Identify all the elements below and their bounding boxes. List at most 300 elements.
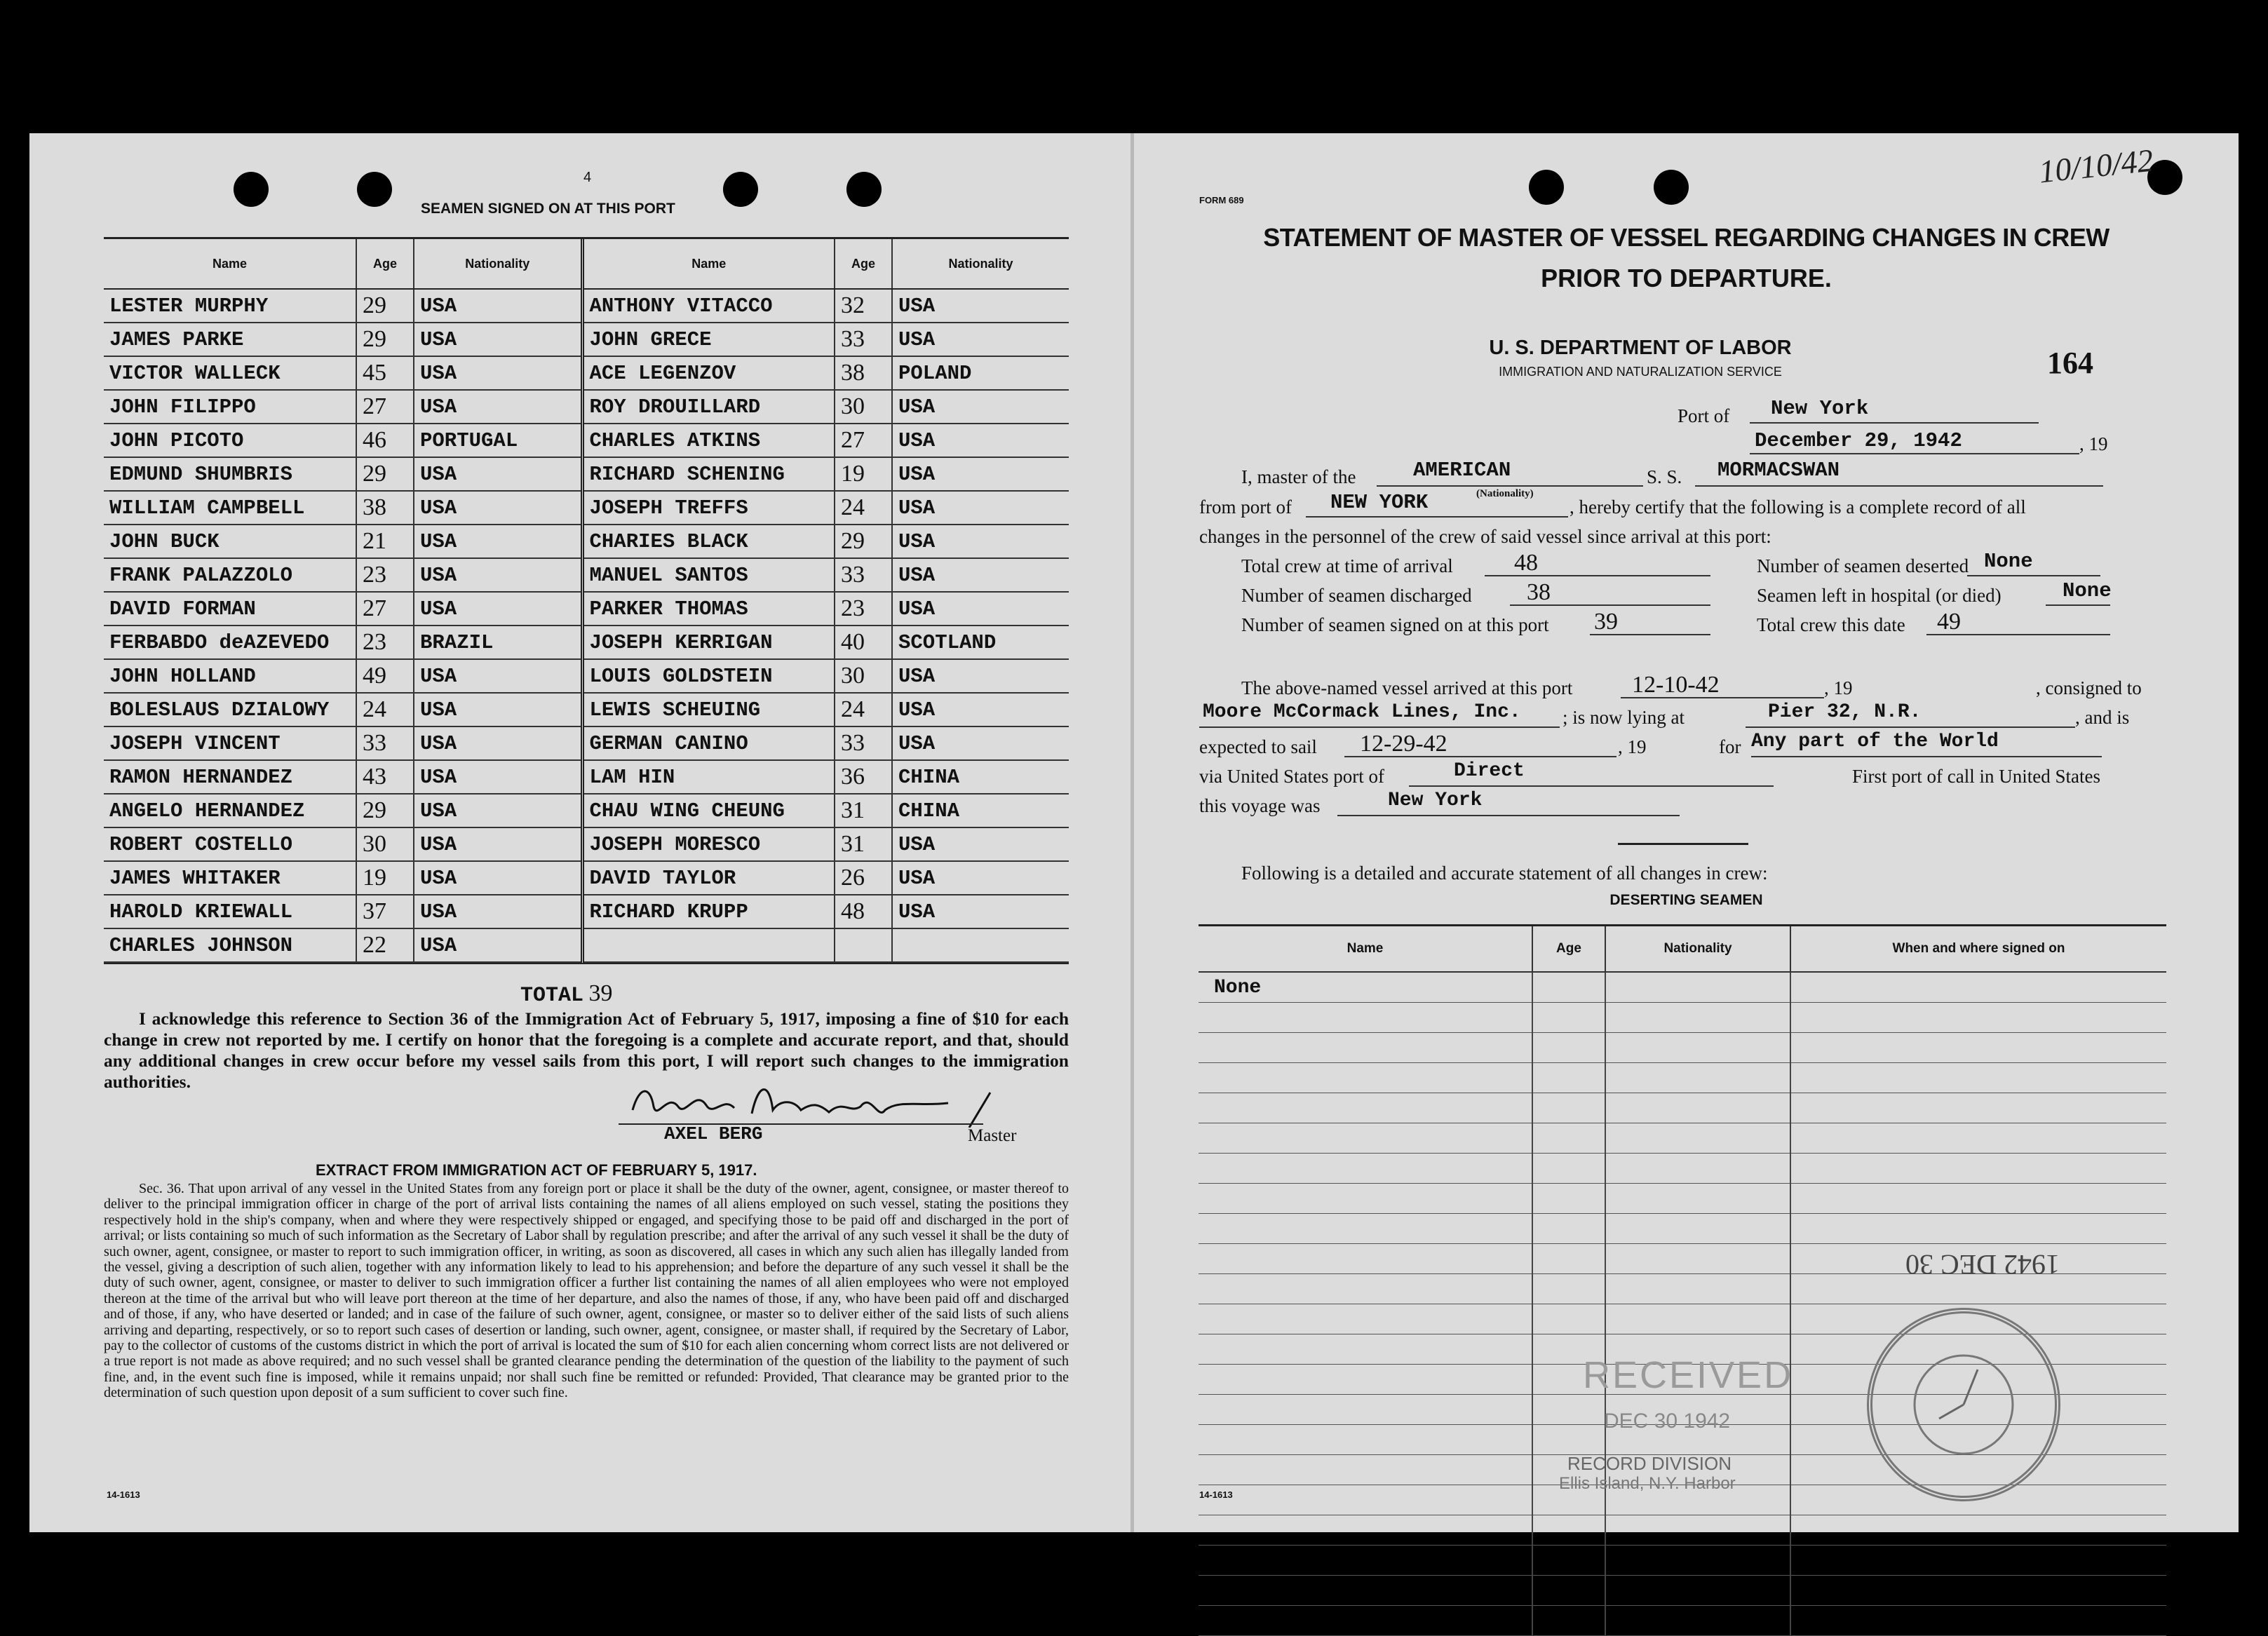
nationality-value: AMERICAN — [1413, 459, 1511, 482]
deserting-cell — [1532, 1304, 1605, 1334]
seaman-nationality: USA — [892, 659, 1069, 693]
deserting-table-row — [1199, 1214, 2166, 1244]
deserting-table-row — [1199, 1003, 2166, 1033]
deserting-cell — [1199, 1184, 1532, 1214]
ellis-island: Ellis Island, N.Y. Harbor — [1559, 1474, 1736, 1493]
deserting-cell — [1532, 1395, 1605, 1425]
deserting-cell — [1199, 1274, 1532, 1304]
seaman-nationality: USA — [414, 693, 582, 726]
deserting-cell — [1532, 1576, 1605, 1606]
seaman-age: 33 — [835, 323, 892, 356]
ss-label: S. S. — [1647, 466, 1682, 487]
received-date: DEC 30 1942 — [1604, 1409, 1731, 1433]
acknowledgement-text: I acknowledge this reference to Section 36 of the Immigration Act of February 5, 1917, imposing a fine of $10 for each change in crew not reported by me. I certify on honor that the foregoing is a complete and accurate report, and that, should any additional changes in crew occur before my vessel sails from this port, I will report such changes to the immigration authorities. — [104, 1008, 1069, 1092]
deserting-cell — [1790, 1515, 2166, 1546]
deserting-cell — [1532, 1093, 1605, 1123]
deserting-cell — [1790, 1576, 2166, 1606]
certify-text: , hereby certify that the following is a complete record of all — [1570, 496, 2026, 518]
seaman-name: ROY DROUILLARD — [582, 390, 835, 424]
left-page — [29, 133, 1134, 1532]
service: IMMIGRATION AND NATURALIZATION SERVICE — [1499, 365, 1782, 379]
column-header: Nationality — [892, 239, 1069, 289]
seaman-nationality: USA — [892, 592, 1069, 626]
deserting-cell — [1199, 1123, 1532, 1154]
punch-hole — [846, 172, 882, 207]
deserting-cell — [1532, 1154, 1605, 1184]
total-value: 39 — [588, 980, 613, 1006]
seaman-age: 30 — [356, 827, 414, 861]
seaman-nationality: USA — [414, 659, 582, 693]
total-crew-date-label: Total crew this date — [1757, 614, 1905, 635]
deserting-cell — [1790, 1606, 2166, 1636]
seaman-nationality: BRAZIL — [414, 626, 582, 659]
seaman-age: 36 — [835, 760, 892, 794]
seaman-age: 49 — [356, 659, 414, 693]
deserting-cell — [1532, 972, 1605, 1003]
seaman-nationality: CHINA — [892, 794, 1069, 827]
seaman-name: FERBABDO deAZEVEDO — [104, 626, 356, 659]
seaman-nationality: USA — [414, 592, 582, 626]
seaman-age: 40 — [835, 626, 892, 659]
seaman-name: RICHARD KRUPP — [582, 895, 835, 928]
deserting-cell — [1199, 1546, 1532, 1576]
first-port-label: First port of call in United States — [1852, 766, 2100, 787]
deserting-cell — [1532, 1003, 1605, 1033]
deserting-cell — [1605, 1033, 1790, 1063]
deserting-table-row — [1199, 1515, 2166, 1546]
deserting-cell — [1532, 1244, 1605, 1274]
deserting-table-row — [1199, 1184, 2166, 1214]
seaman-age: 23 — [356, 558, 414, 592]
seaman-nationality: USA — [414, 390, 582, 424]
form-title-line2: PRIOR TO DEPARTURE. — [1541, 264, 1832, 292]
seaman-name: JOSEPH KERRIGAN — [582, 626, 835, 659]
seaman-age: 38 — [835, 356, 892, 390]
deserting-cell — [1532, 1425, 1605, 1455]
date-value: December 29, 1942 — [1755, 429, 1962, 452]
ship-name: MORMACSWAN — [1717, 459, 1840, 482]
deserting-cell — [1605, 1093, 1790, 1123]
seaman-name: JOSEPH MORESCO — [582, 827, 835, 861]
signed-on-value: 39 — [1594, 609, 1618, 635]
deserting-cell — [1199, 1033, 1532, 1063]
seaman-name: RICHARD SCHENING — [582, 457, 835, 491]
arrived-label: The above-named vessel arrived at this port — [1241, 677, 1573, 698]
seaman-name: RAMON HERNANDEZ — [104, 760, 356, 794]
seaman-age: 48 — [835, 895, 892, 928]
crew-table-row — [104, 491, 1069, 525]
deserting-table-row — [1199, 1606, 2166, 1636]
master-signature — [619, 1079, 997, 1121]
form-code: 14-1613 — [107, 1489, 140, 1500]
seaman-name: LESTER MURPHY — [104, 289, 356, 323]
deserting-cell — [1605, 1063, 1790, 1093]
seaman-name: ACE LEGENZOV — [582, 356, 835, 390]
punch-hole — [1654, 170, 1689, 205]
deserting-cell — [1199, 1063, 1532, 1093]
signed-on-label: Number of seamen signed on at this port — [1241, 614, 1549, 635]
stamp-number: 164 — [2047, 346, 2093, 380]
nationality-caption: (Nationality) — [1476, 488, 1534, 499]
seaman-name: MANUEL SANTOS — [582, 558, 835, 592]
deserting-cell — [1605, 1123, 1790, 1154]
discharged-label: Number of seamen discharged — [1241, 585, 1472, 606]
seaman-nationality: USA — [414, 457, 582, 491]
seaman-age: 22 — [356, 928, 414, 962]
deserting-table-row — [1199, 1154, 2166, 1184]
crew-table-row — [104, 726, 1069, 760]
deserting-cell — [1790, 1123, 2166, 1154]
seaman-nationality: USA — [892, 861, 1069, 895]
seaman-name — [582, 928, 835, 962]
lying-value: Pier 32, N.R. — [1768, 701, 1922, 723]
port-label: Port of — [1678, 405, 1730, 426]
seaman-name: JOHN FILIPPO — [104, 390, 356, 424]
seaman-age: 29 — [356, 323, 414, 356]
deserting-cell — [1605, 1304, 1790, 1334]
via-value: Direct — [1454, 760, 1525, 782]
deserting-table-header — [1199, 926, 2166, 972]
seaman-name: VICTOR WALLECK — [104, 356, 356, 390]
seaman-nationality: USA — [892, 726, 1069, 760]
record-division: RECORD DIVISION — [1567, 1453, 1732, 1474]
deserting-cell — [1790, 1184, 2166, 1214]
seaman-name: CHARIES BLACK — [582, 525, 835, 558]
column-header: Age — [1532, 926, 1605, 972]
seaman-age: 37 — [356, 895, 414, 928]
seaman-age: 30 — [835, 390, 892, 424]
seaman-name: JAMES PARKE — [104, 323, 356, 356]
column-header: Name — [104, 239, 356, 289]
deserted-value: None — [1984, 550, 2033, 573]
deserting-cell — [1199, 1003, 1532, 1033]
seaman-name: JOHN PICOTO — [104, 424, 356, 457]
seaman-age: 31 — [835, 794, 892, 827]
column-header: When and where signed on — [1790, 926, 2166, 972]
seaman-age: 43 — [356, 760, 414, 794]
master-of-label: I, master of the — [1241, 466, 1356, 487]
deserting-cell — [1605, 1184, 1790, 1214]
seaman-nationality: USA — [892, 457, 1069, 491]
deserting-cell — [1199, 1093, 1532, 1123]
crew-table-row — [104, 794, 1069, 827]
deserting-cell — [1199, 1515, 1532, 1546]
certify-text2: changes in the personnel of the crew of said vessel since arrival at this port: — [1199, 526, 1771, 547]
deserting-cell — [1199, 1425, 1532, 1455]
extract-text: Sec. 36. That upon arrival of any vessel in the United States from any foreign port or place it shall be the duty of the owner, agent, consignee, or master thereof to deliver to the principal immigration officer in charge of the port of arrival lists containing the names of all aliens employed on such vessel, stating the positions they respectively hold in the ship's company, when and where they were respectively shipped or engaged, and specifying those to be paid off and discharged in the port of arrival; or lists containing so much of such information as the Secretary of Labor shall by regulation prescribe; and after the arrival of any such vessel it shall be the duty of such owner, agent, consignee, or master to report to such immigration officer, in writing, as soon as discovered, all cases in which any such alien has illegally landed from the vessel, giving a description of such alien, together with any information likely to lead to his apprehension; and before the departure of any such vessel it shall be the duty of such owner, agent, consignee, or master to deliver to such immigration officer a further list containing the names of all alien employees who were not employed thereon at the time of the arrival but who will leave port thereon at the time of her departure, and also the names of those, if any, who have been paid off and discharged and of those, if any, who have deserted or landed; and in case of the failure of such owner, agent, consignee, or master so to deliver either of the said lists of such aliens arriving and departing, respectively, or so to report such cases of desertion or landing, such owner, agent, consignee, or master shall, if required by the Secretary of Labor, pay to the collector of customs of the customs district in which the port of arrival is located the sum of $10 for each alien concerning whom correct lists are not delivered or a true report is not made as above required; and no such vessel shall be granted clearance pending the determination of the question of the liability to the payment of such fine, and, in the event such fine is imposed, while it remains unpaid; nor shall such fine be remitted or refunded: Provided, That clearance may be granted prior to the determination of such question upon deposit of a sum sufficient to cover such fine. — [104, 1181, 1069, 1401]
deserting-cell — [1532, 1214, 1605, 1244]
crew-table-row — [104, 659, 1069, 693]
via-label: via United States port of — [1199, 766, 1384, 787]
seaman-nationality: USA — [414, 928, 582, 962]
crew-table-row — [104, 928, 1069, 962]
seaman-name: CHAU WING CHEUNG — [582, 794, 835, 827]
seaman-age: 33 — [835, 558, 892, 592]
seaman-name: DAVID TAYLOR — [582, 861, 835, 895]
column-header: Name — [582, 239, 835, 289]
seaman-nationality: USA — [892, 390, 1069, 424]
circular-seal — [1867, 1308, 2060, 1501]
deserting-table-row — [1199, 1123, 2166, 1154]
seaman-name: HAROLD KRIEWALL — [104, 895, 356, 928]
seaman-age: 24 — [835, 693, 892, 726]
deserting-cell — [1605, 972, 1790, 1003]
seaman-age: 33 — [356, 726, 414, 760]
received-stamp: RECEIVED — [1583, 1354, 1794, 1396]
deserting-cell — [1790, 1214, 2166, 1244]
sail-label: expected to sail — [1199, 736, 1317, 757]
for-label: for — [1719, 736, 1741, 757]
crew-table-row — [104, 390, 1069, 424]
form-title-line1: STATEMENT OF MASTER OF VESSEL REGARDING CHANGES IN CREW — [1263, 223, 2110, 252]
seaman-nationality: USA — [892, 827, 1069, 861]
from-port-value: NEW YORK — [1330, 491, 1429, 514]
crew-table-row — [104, 626, 1069, 659]
seaman-nationality — [892, 928, 1069, 962]
and-is-label: , and is — [2075, 707, 2130, 728]
deserting-cell — [1605, 1154, 1790, 1184]
seaman-nationality: USA — [892, 558, 1069, 592]
crew-table-row — [104, 592, 1069, 626]
seaman-nationality: USA — [414, 491, 582, 525]
total-crew-date-value: 49 — [1937, 609, 1961, 635]
port-value: New York — [1771, 397, 1869, 420]
column-header: Age — [356, 239, 414, 289]
extract-heading: EXTRACT FROM IMMIGRATION ACT OF FEBRUARY 5, 1917. — [316, 1161, 757, 1179]
deserting-table-row — [1199, 1093, 2166, 1123]
deserting-cell — [1790, 1093, 2166, 1123]
deserting-heading: DESERTING SEAMEN — [1609, 892, 1763, 908]
seaman-nationality: USA — [414, 289, 582, 323]
seaman-age: 19 — [356, 861, 414, 895]
seaman-age — [835, 928, 892, 962]
punch-hole — [723, 172, 758, 207]
deserting-cell — [1532, 1546, 1605, 1576]
seaman-nationality: POLAND — [892, 356, 1069, 390]
seaman-nationality: USA — [414, 827, 582, 861]
seaman-nationality: USA — [892, 491, 1069, 525]
crew-table-row — [104, 323, 1069, 356]
form-number: FORM 689 — [1199, 195, 1244, 205]
hospital-value: None — [2063, 579, 2112, 602]
punch-hole — [234, 172, 269, 207]
crew-table-row — [104, 356, 1069, 390]
crew-table-row — [104, 827, 1069, 861]
seaman-age: 46 — [356, 424, 414, 457]
crew-table-row — [104, 760, 1069, 794]
seaman-nationality: USA — [892, 525, 1069, 558]
seaman-age: 29 — [835, 525, 892, 558]
seaman-age: 29 — [356, 457, 414, 491]
seaman-age: 27 — [356, 592, 414, 626]
seaman-name: JOSEPH VINCENT — [104, 726, 356, 760]
total-row — [520, 980, 613, 1008]
deserting-cell — [1790, 1003, 2166, 1033]
deserting-table-row — [1199, 1033, 2166, 1063]
seaman-name: PARKER THOMAS — [582, 592, 835, 626]
crew-table-row — [104, 895, 1069, 928]
deserting-cell — [1605, 1003, 1790, 1033]
seaman-nationality: USA — [892, 289, 1069, 323]
right-page — [1134, 133, 2239, 1532]
deserting-cell — [1199, 1395, 1532, 1425]
seaman-nationality: CHINA — [892, 760, 1069, 794]
seaman-name: DAVID FORMAN — [104, 592, 356, 626]
seaman-name: WILLIAM CAMPBELL — [104, 491, 356, 525]
seaman-name: BOLESLAUS DZIALOWY — [104, 693, 356, 726]
seaman-name: JAMES WHITAKER — [104, 861, 356, 895]
deserting-cell — [1199, 1606, 1532, 1636]
deserting-cell — [1532, 1606, 1605, 1636]
deserting-cell — [1199, 1334, 1532, 1365]
seaman-nationality: USA — [414, 794, 582, 827]
seaman-nationality: USA — [414, 525, 582, 558]
seaman-age: 27 — [356, 390, 414, 424]
seaman-nationality: USA — [892, 323, 1069, 356]
seaman-nationality: PORTUGAL — [414, 424, 582, 457]
seaman-nationality: USA — [414, 323, 582, 356]
seaman-age: 45 — [356, 356, 414, 390]
deserting-cell: None — [1199, 972, 1532, 1003]
seaman-name: CHARLES ATKINS — [582, 424, 835, 457]
punch-hole — [1529, 170, 1564, 205]
crew-table-row — [104, 457, 1069, 491]
voyage-value: New York — [1388, 790, 1483, 811]
crew-table-header — [104, 239, 1069, 289]
lying-label: ; is now lying at — [1562, 707, 1685, 728]
deserting-cell — [1790, 1154, 2166, 1184]
seaman-age: 30 — [835, 659, 892, 693]
column-header: Age — [835, 239, 892, 289]
seaman-nationality: USA — [414, 558, 582, 592]
seaman-nationality: USA — [892, 895, 1069, 928]
page-number: 4 — [583, 170, 592, 185]
seaman-age: 29 — [356, 289, 414, 323]
deserting-cell — [1605, 1606, 1790, 1636]
seaman-nationality: USA — [414, 895, 582, 928]
voyage-label: this voyage was — [1199, 795, 1321, 816]
sail-suffix: , 19 — [1618, 736, 1647, 757]
seaman-name: CHARLES JOHNSON — [104, 928, 356, 962]
seaman-age: 26 — [835, 861, 892, 895]
deserting-cell — [1605, 1576, 1790, 1606]
seal-graphic — [1872, 1313, 2055, 1496]
seaman-age: 24 — [356, 693, 414, 726]
seaman-age: 23 — [356, 626, 414, 659]
seaman-name: ANTHONY VITACCO — [582, 289, 835, 323]
column-header: Nationality — [414, 239, 582, 289]
hospital-label: Seamen left in hospital (or died) — [1757, 585, 2002, 606]
seaman-age: 31 — [835, 827, 892, 861]
from-port-label: from port of — [1199, 496, 1292, 518]
deserting-cell — [1199, 1214, 1532, 1244]
following-text: Following is a detailed and accurate statement of all changes in crew: — [1241, 863, 1768, 884]
seaman-name: LEWIS SCHEUING — [582, 693, 835, 726]
seaman-age: 24 — [835, 491, 892, 525]
arrived-suffix: , 19 — [1824, 677, 1853, 698]
crew-table — [104, 237, 1069, 964]
master-label: Master — [968, 1126, 1017, 1145]
seaman-name: JOSEPH TREFFS — [582, 491, 835, 525]
seaman-age: 27 — [835, 424, 892, 457]
crew-table-row — [104, 861, 1069, 895]
deserting-cell — [1199, 1154, 1532, 1184]
deserting-cell — [1605, 1214, 1790, 1244]
deserting-cell — [1790, 972, 2166, 1003]
total-crew-arrival-label: Total crew at time of arrival — [1241, 555, 1453, 576]
deserting-cell — [1199, 1455, 1532, 1485]
seaman-age: 33 — [835, 726, 892, 760]
seaman-name: FRANK PALAZZOLO — [104, 558, 356, 592]
column-header: Nationality — [1605, 926, 1790, 972]
seaman-name: EDMUND SHUMBRIS — [104, 457, 356, 491]
handwritten-note: 10/10/42 — [2037, 142, 2155, 190]
deserting-cell — [1532, 1123, 1605, 1154]
crew-table-row — [104, 693, 1069, 726]
deserting-cell — [1605, 1546, 1790, 1576]
seaman-nationality: USA — [414, 356, 582, 390]
seaman-name: ROBERT COSTELLO — [104, 827, 356, 861]
seaman-age: 32 — [835, 289, 892, 323]
seaman-age: 29 — [356, 794, 414, 827]
seaman-nationality: SCOTLAND — [892, 626, 1069, 659]
crew-table-row — [104, 558, 1069, 592]
deserting-cell — [1532, 1184, 1605, 1214]
date-suffix: , 19 — [2079, 433, 2108, 454]
deserting-cell — [1790, 1546, 2166, 1576]
total-label: TOTAL — [520, 984, 584, 1008]
seaman-nationality: USA — [414, 861, 582, 895]
consigned-label: , consigned to — [2036, 677, 2142, 698]
deserting-cell — [1790, 1063, 2166, 1093]
deserted-label: Number of seamen deserted — [1757, 555, 1969, 576]
rotated-stamp-date: 1942 DEC 30 — [1905, 1249, 2060, 1280]
column-header: Name — [1199, 926, 1532, 972]
deserting-cell — [1605, 1515, 1790, 1546]
deserting-cell — [1532, 1033, 1605, 1063]
seaman-name: ANGELO HERNANDEZ — [104, 794, 356, 827]
deserting-cell — [1605, 1274, 1790, 1304]
sail-value: 12-29-42 — [1360, 731, 1447, 757]
discharged-value: 38 — [1527, 579, 1551, 605]
deserting-cell — [1532, 1063, 1605, 1093]
crew-table-row — [104, 424, 1069, 457]
deserting-table-row — [1199, 1576, 2166, 1606]
seaman-nationality: USA — [414, 760, 582, 794]
deserting-cell — [1199, 1485, 1532, 1515]
deserting-cell — [1199, 1244, 1532, 1274]
crew-table-row — [104, 289, 1069, 323]
deserting-cell — [1532, 1515, 1605, 1546]
seaman-name: GERMAN CANINO — [582, 726, 835, 760]
department: U. S. DEPARTMENT OF LABOR — [1489, 337, 1792, 359]
seaman-age: 19 — [835, 457, 892, 491]
seaman-age: 38 — [356, 491, 414, 525]
seaman-nationality: USA — [892, 424, 1069, 457]
seaman-nationality: USA — [414, 726, 582, 760]
seaman-age: 23 — [835, 592, 892, 626]
seaman-nationality: USA — [892, 693, 1069, 726]
punch-hole — [357, 172, 392, 207]
deserting-cell — [1199, 1304, 1532, 1334]
seamen-signed-heading: SEAMEN SIGNED ON AT THIS PORT — [421, 201, 675, 217]
consignee-value: Moore McCormack Lines, Inc. — [1203, 701, 1521, 723]
total-crew-arrival-value: 48 — [1514, 550, 1538, 576]
signature-graphic — [619, 1079, 997, 1128]
arrived-value: 12-10-42 — [1632, 672, 1720, 698]
deserting-cell — [1199, 1365, 1532, 1395]
for-value: Any part of the World — [1751, 731, 1999, 752]
